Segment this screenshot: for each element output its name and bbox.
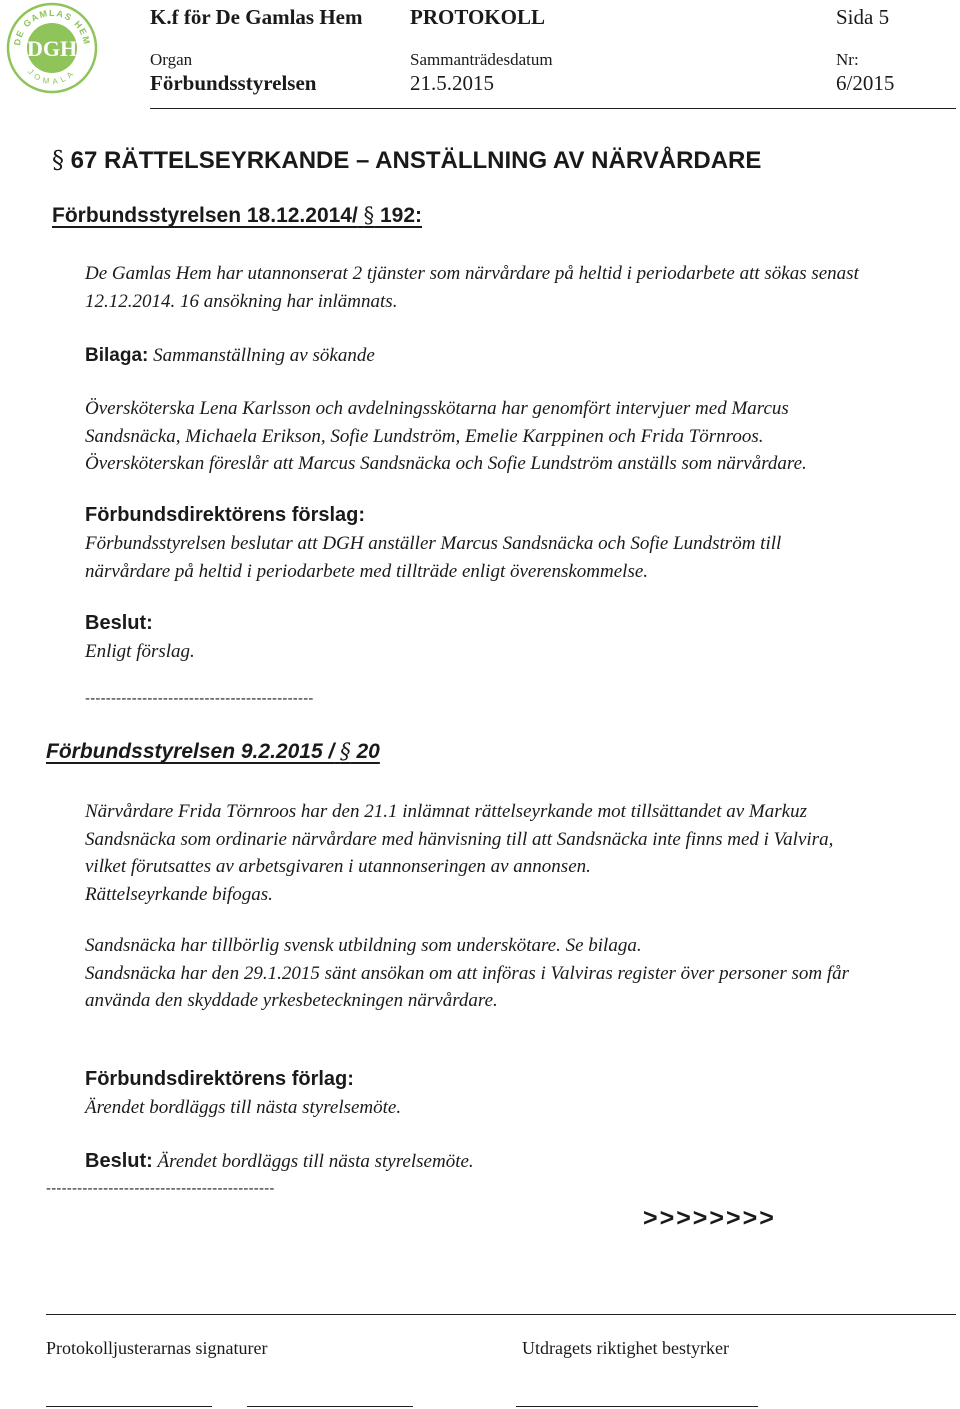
intro-line: 12.12.2014. 16 ansökning har inlämnats. — [85, 290, 398, 312]
reference-1-number: 192: — [380, 204, 423, 227]
reference-2-number: 20 — [356, 740, 380, 763]
organization-name: K.f för De Gamlas Hem — [150, 5, 363, 29]
attachment-label: Bilaga: — [85, 345, 149, 366]
reference-2-prefix: Förbundsstyrelsen 9.2.2015 / — [46, 740, 335, 763]
complaint-paragraph — [85, 798, 833, 908]
proposal-2-text: Ärendet bordläggs till nästa styrelsemöte. — [85, 1097, 402, 1118]
decision-2-heading: Beslut: — [85, 1150, 153, 1172]
dgh-logo — [6, 2, 98, 94]
reference-2 — [46, 739, 380, 764]
protocol-number-label: Nr: — [836, 50, 859, 69]
attachment-text: Sammanställning av sökande — [153, 345, 375, 366]
education-line: använda den skyddade yrkesbeteckningen närvårdare. — [85, 990, 498, 1011]
reference-1-symbol: § — [363, 203, 375, 227]
reference-2-symbol: § — [340, 739, 351, 763]
logo-initials: DGH — [26, 36, 78, 61]
proposal-1-line: Förbundsstyrelsen beslutar att DGH anställer Marcus Sandsnäcka och Sofie Lundström till — [85, 533, 782, 554]
reference-1-prefix: Förbundsstyrelsen 18.12.2014/ — [52, 204, 358, 227]
interview-line: Sandsnäcka, Michaela Erikson, Sofie Lundström, Emelie Karppinen och Frida Törnroos. — [85, 425, 764, 447]
organ-label: Organ — [150, 50, 193, 69]
complaint-line: Närvårdare Frida Törnroos har den 21.1 inlämnat rättelseyrkande mot tillsättandet av Markuz — [85, 801, 807, 822]
education-line: Sandsnäcka har den 29.1.2015 sänt ansökan om att införas i Valviras register över personer som får — [85, 962, 850, 984]
interview-line: Översköterska Lena Karlsson och avdelningsskötarna har genomfört intervjuer med Marcus — [85, 398, 789, 419]
proposal-1-line: närvårdare på heltid i periodarbete med tillträde enligt överenskommelse. — [85, 560, 649, 582]
section-heading: 67 RÄTTELSEYRKANDE – ANSTÄLLNING AV NÄRVÅRDARE — [70, 147, 762, 174]
organ-value: Förbundsstyrelsen — [150, 71, 317, 95]
decision-2-text: Ärendet bordläggs till nästa styrelsemöte. — [157, 1151, 474, 1172]
decision-2-line — [85, 1148, 474, 1176]
complaint-line: vilket förutsattes av arbetsgivaren i utannonseringen av annonsen. — [85, 856, 591, 877]
meeting-date-value: 21.5.2015 — [410, 71, 494, 95]
proposal-2-heading: Förbundsdirektörens förlag: — [85, 1068, 354, 1090]
divider-2: -------------------------------------------- — [46, 1180, 275, 1197]
protocol-number-value: 6/2015 — [836, 71, 895, 95]
footer-divider — [46, 1314, 956, 1315]
reference-1 — [52, 203, 422, 228]
logo-ring-top: DE GAMLAS HEM — [11, 7, 93, 47]
signatures-label: Protokolljusterarnas signaturer — [46, 1338, 268, 1358]
interview-line: Översköterskan föreslår att Marcus Sandsnäcka och Sofie Lundström anställs som närvårdare. — [85, 453, 807, 474]
attachment-line — [85, 342, 375, 370]
decision-1-text: Enligt förslag. — [85, 641, 195, 662]
decision-1-heading: Beslut: — [85, 612, 153, 634]
divider-1: -------------------------------------------- — [85, 690, 314, 707]
intro-paragraph — [85, 260, 859, 315]
verification-label: Utdragets riktighet bestyrker — [522, 1338, 729, 1358]
section-title — [52, 146, 761, 175]
signature-line — [516, 1406, 758, 1407]
intro-line: De Gamlas Hem har utannonserat 2 tjänster som närvårdare på heltid i periodarbete att sökas senast — [85, 263, 859, 284]
interview-paragraph — [85, 395, 807, 478]
section-symbol: § — [52, 146, 64, 174]
education-line: Sandsnäcka har tillbörlig svensk utbildning som underskötare. Se bilaga. — [85, 935, 642, 956]
signature-line — [247, 1406, 413, 1407]
complaint-line: Sandsnäcka som ordinarie närvårdare med hänvisning till att Sandsnäcka inte finns med i Valvira, — [85, 828, 834, 850]
proposal-1-text — [85, 530, 781, 585]
continued-marker: >>>>>>>> — [643, 1204, 776, 1232]
header-divider — [150, 108, 956, 109]
document-type: PROTOKOLL — [410, 5, 545, 29]
signature-line — [46, 1406, 212, 1407]
logo-ring-bottom: JOMALA — [26, 67, 78, 87]
meeting-date-label: Sammanträdesdatum — [410, 50, 553, 69]
proposal-1-heading: Förbundsdirektörens förslag: — [85, 504, 366, 526]
education-paragraph — [85, 932, 849, 1015]
page-number: Sida 5 — [836, 5, 890, 29]
complaint-line: Rättelseyrkande bifogas. — [85, 883, 273, 905]
